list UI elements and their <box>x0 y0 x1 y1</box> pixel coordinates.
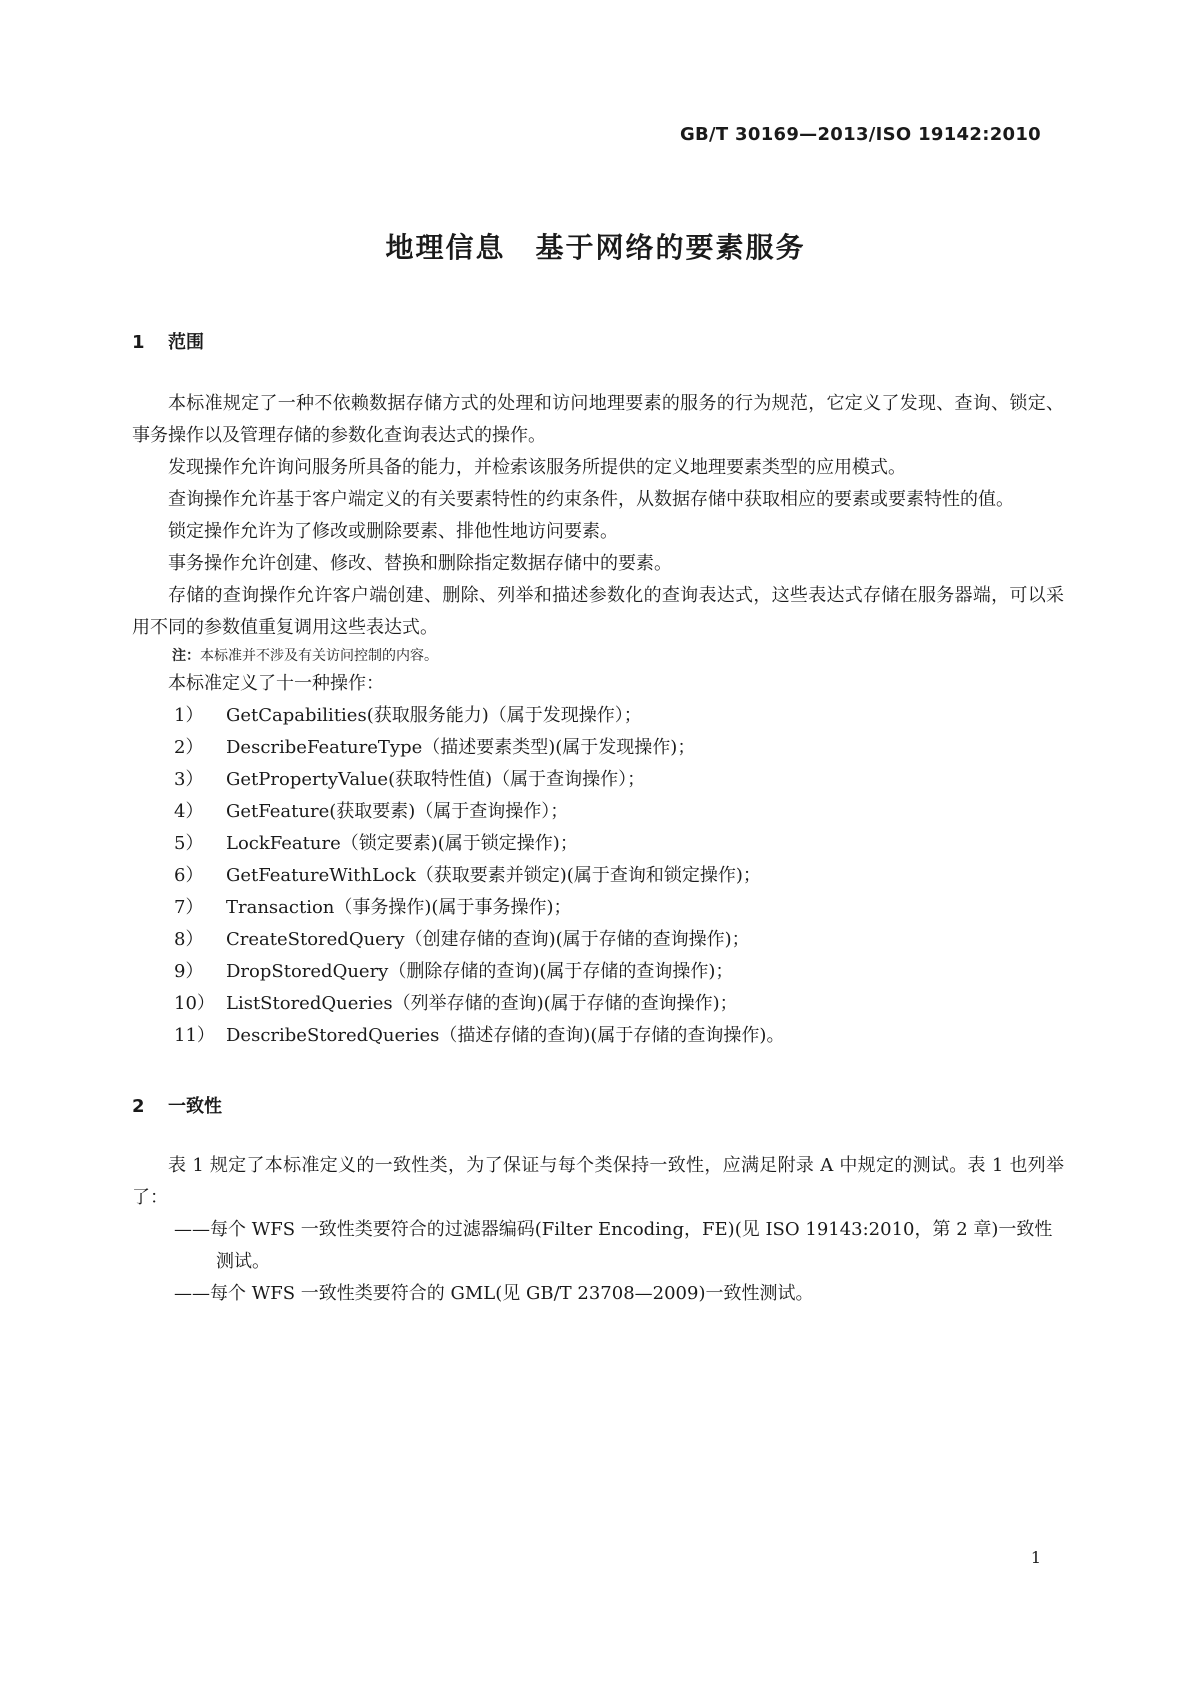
scope-paragraph-5: 事务操作允许创建、修改、替换和删除指定数据存储中的要素。 <box>168 553 672 574</box>
document-body <box>132 328 1064 1310</box>
list-item-text: DescribeFeatureType（描述要素类型)(属于发现操作)； <box>226 737 696 758</box>
section-1-number: 1 <box>132 332 145 353</box>
list-item-text: ListStoredQueries（列举存储的查询)(属于存储的查询操作)； <box>226 993 738 1014</box>
list-item <box>174 700 1064 732</box>
list-item-number: 3） <box>174 769 204 790</box>
operations-list <box>132 700 1064 1052</box>
list-item-text: GetCapabilities(获取服务能力)（属于发现操作）； <box>226 705 642 726</box>
list-item-number: 1） <box>174 705 204 726</box>
note-text: 本标准并不涉及有关访问控制的内容。 <box>200 648 438 664</box>
section-2-heading <box>132 1092 1064 1122</box>
list-item-number: 5） <box>174 833 204 854</box>
section-1-title: 范围 <box>168 332 204 353</box>
list-item-text: GetFeature(获取要素)（属于查询操作）； <box>226 801 569 822</box>
section-2-title: 一致性 <box>168 1096 222 1117</box>
list-item-text: LockFeature（锁定要素)(属于锁定操作)； <box>226 833 578 854</box>
section-2-number: 2 <box>132 1096 145 1117</box>
list-item-text: GetPropertyValue(获取特性值)（属于查询操作）； <box>226 769 646 790</box>
list-item-text: GetFeatureWithLock（获取要素并锁定)(属于查询和锁定操作)； <box>226 865 761 886</box>
dash-list-item: ——每个 WFS 一致性类要符合的 GML(见 GB/T 23708—2009)一致性测试。 <box>174 1283 814 1304</box>
list-item-number: 4） <box>174 801 204 822</box>
scope-paragraph-3: 查询操作允许基于客户端定义的有关要素特性的约束条件，从数据存储中获取相应的要素或要素特性的值。 <box>168 489 1014 510</box>
list-item-number: 10） <box>174 993 215 1014</box>
list-item-number: 6） <box>174 865 204 886</box>
list-item <box>174 796 1064 828</box>
list-item-number: 11） <box>174 1025 215 1046</box>
list-item-text: DescribeStoredQueries（描述存储的查询)(属于存储的查询操作)。 <box>226 1025 785 1046</box>
list-item-number: 9） <box>174 961 204 982</box>
list-item <box>174 1020 1064 1052</box>
note-label: 注： <box>172 648 200 664</box>
list-item-number: 7） <box>174 897 204 918</box>
scope-paragraph-1: 本标准规定了一种不依赖数据存储方式的处理和访问地理要素的服务的行为规范，它定义了发现、查询、锁定、事务操作以及管理存储的参数化查询表达式的操作。 <box>132 393 1064 446</box>
list-item <box>174 956 1064 988</box>
operations-intro: 本标准定义了十一种操作： <box>168 673 384 694</box>
list-item-number: 8） <box>174 929 204 950</box>
scope-paragraph-2: 发现操作允许询问服务所具备的能力，并检索该服务所提供的定义地理要素类型的应用模式。 <box>168 457 906 478</box>
list-item <box>174 892 1064 924</box>
list-item <box>174 988 1064 1020</box>
list-item <box>174 764 1064 796</box>
conformance-paragraph: 表 1 规定了本标准定义的一致性类，为了保证与每个类保持一致性，应满足附录 A 中规定的测试。表 1 也列举了： <box>132 1155 1064 1208</box>
scope-note <box>172 644 1064 668</box>
scope-paragraph-4: 锁定操作允许为了修改或删除要素、排他性地访问要素。 <box>168 521 618 542</box>
section-1-heading <box>132 328 1064 358</box>
list-item <box>174 732 1064 764</box>
document-title: 地理信息 基于网络的要素服务 <box>385 231 806 264</box>
dash-list-item: ——每个 WFS 一致性类要符合的过滤器编码(Filter Encoding，FE)(见 ISO 19143:2010，第 2 章)一致性测试。 <box>174 1219 1053 1272</box>
list-item-text: CreateStoredQuery（创建存储的查询)(属于存储的查询操作)； <box>226 929 750 950</box>
list-item-text: Transaction（事务操作)(属于事务操作)； <box>226 897 572 918</box>
scope-paragraph-6: 存储的查询操作允许客户端创建、删除、列举和描述参数化的查询表达式，这些表达式存储在服务器端，可以采用不同的参数值重复调用这些表达式。 <box>132 585 1064 638</box>
list-item <box>174 860 1064 892</box>
standard-code-header: GB/T 30169—2013/ISO 19142:2010 <box>679 124 1041 145</box>
list-item-text: DropStoredQuery（删除存储的查询)(属于存储的查询操作)； <box>226 961 734 982</box>
list-item <box>174 828 1064 860</box>
list-item-number: 2） <box>174 737 204 758</box>
page-number: 1 <box>1030 1548 1041 1567</box>
list-item <box>174 924 1064 956</box>
